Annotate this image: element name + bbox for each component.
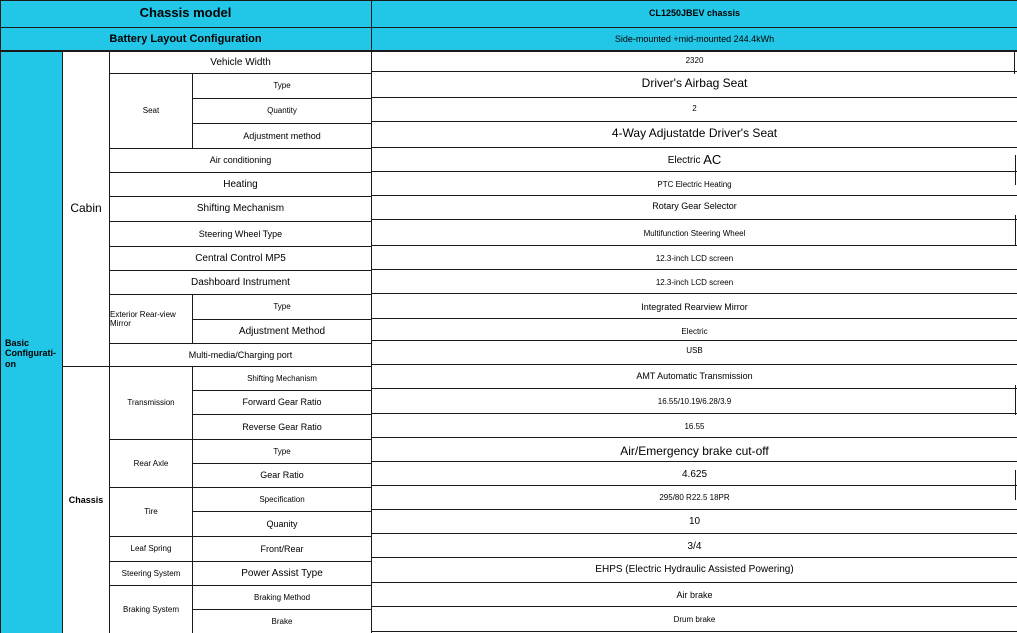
air-conditioning-value xyxy=(372,149,1017,172)
battery-layout-label: Battery Layout Configuration xyxy=(0,28,371,51)
mirror-group-label: Exterior Rear-view Mirror xyxy=(110,309,176,328)
braking-method-label: Braking Method xyxy=(253,592,311,602)
dashboard-label: Dashboard Instrument xyxy=(191,276,290,288)
leaf-spring-label: Front/Rear xyxy=(260,543,304,554)
chassis-model-label: Chassis model xyxy=(0,0,371,27)
forward-gear-value: 16.55/10.19/6.28/3.9 xyxy=(657,396,732,406)
chassis-model-value: CL1250JBEV chassis xyxy=(372,0,1017,27)
tire-qty-value: 10 xyxy=(688,516,701,528)
braking-method-value: Air brake xyxy=(676,590,713,601)
mirror-adjust-label: Adjustment Method xyxy=(238,325,326,337)
power-assist-label: Power Assist Type xyxy=(241,567,323,579)
basic-config-label: Basic Configurati-on xyxy=(5,338,56,369)
chassis-section-label: Chassis xyxy=(68,494,104,505)
seat-adjust-value: 4-Way Adjustatde Driver's Seat xyxy=(611,126,778,141)
air-conditioning-label: Air conditioning xyxy=(209,155,272,166)
steering-wheel-label: Steering Wheel Type xyxy=(198,228,283,239)
reverse-gear-value: 16.55 xyxy=(684,422,705,432)
rear-axle-type-label: Type xyxy=(273,446,291,456)
shifting-mechanism-value: Rotary Gear Selector xyxy=(652,201,737,212)
forward-gear-label: Forward Gear Ratio xyxy=(242,397,322,408)
seat-group-label: Seat xyxy=(142,105,160,115)
rear-axle-group-label: Rear Axle xyxy=(133,458,169,468)
air-conditioning-value-prefix: Electric xyxy=(667,154,704,166)
multimedia-value: USB xyxy=(686,346,703,356)
heating-label: Heating xyxy=(223,178,258,190)
mirror-adjust-value: Electric xyxy=(681,326,708,336)
leaf-spring-group-label: Leaf Spring xyxy=(130,544,172,554)
power-assist-value: EHPS (Electric Hydraulic Assisted Powering) xyxy=(595,563,794,575)
seat-quantity-value: 2 xyxy=(692,104,697,114)
brake-label: Brake xyxy=(271,616,293,626)
cabin-section-label: Cabin xyxy=(70,201,102,216)
steering-system-group-label: Steering System xyxy=(121,568,181,578)
tire-spec-label: Specification xyxy=(259,494,305,504)
seat-quantity-label: Quantity xyxy=(267,106,297,116)
tire-spec-value: 295/80 R22.5 18PR xyxy=(659,492,730,502)
battery-layout-value: Side-mounted +mid-mounted 244.4kWh xyxy=(372,28,1017,51)
braking-system-group-label: Braking System xyxy=(122,604,180,614)
brake-value: Drum brake xyxy=(673,614,716,624)
mirror-type-value: Integrated Rearview Mirror xyxy=(641,301,748,312)
rear-axle-type-value: Air/Emergency brake cut-off xyxy=(620,443,769,458)
vehicle-width-value: 2320 xyxy=(685,55,704,65)
seat-adjust-label: Adjustment method xyxy=(243,130,321,141)
central-control-value: 12.3-inch LCD screen xyxy=(655,253,734,263)
steering-wheel-value: Multifunction Steering Wheel xyxy=(643,229,746,239)
air-conditioning-value-suffix: AC xyxy=(703,152,722,168)
heating-value: PTC Electric Heating xyxy=(657,179,732,189)
dashboard-value: 12.3-inch LCD screen xyxy=(655,277,734,287)
transmission-group-label: Transmission xyxy=(127,398,175,408)
transmission-shift-value: AMT Automatic Transmission xyxy=(636,371,753,382)
leaf-spring-value: 3/4 xyxy=(687,541,702,553)
reverse-gear-label: Reverse Gear Ratio xyxy=(242,421,322,432)
tire-group-label: Tire xyxy=(144,507,158,517)
transmission-shift-label: Shifting Mechanism xyxy=(247,373,317,383)
shifting-mechanism-label: Shifting Mechanism xyxy=(196,203,285,215)
central-control-label: Central Control MP5 xyxy=(195,252,286,264)
tire-qty-label: Quanity xyxy=(266,518,298,529)
rear-axle-ratio-label: Gear Ratio xyxy=(260,469,304,480)
rear-axle-ratio-value: 4.625 xyxy=(681,469,708,481)
mirror-type-label: Type xyxy=(273,302,291,312)
seat-type-label: Type xyxy=(273,81,291,91)
vehicle-width-label: Vehicle Width xyxy=(210,56,271,68)
seat-type-value: Driver's Airbag Seat xyxy=(641,76,748,91)
multimedia-label: Multi-media/Charging port xyxy=(188,349,293,360)
